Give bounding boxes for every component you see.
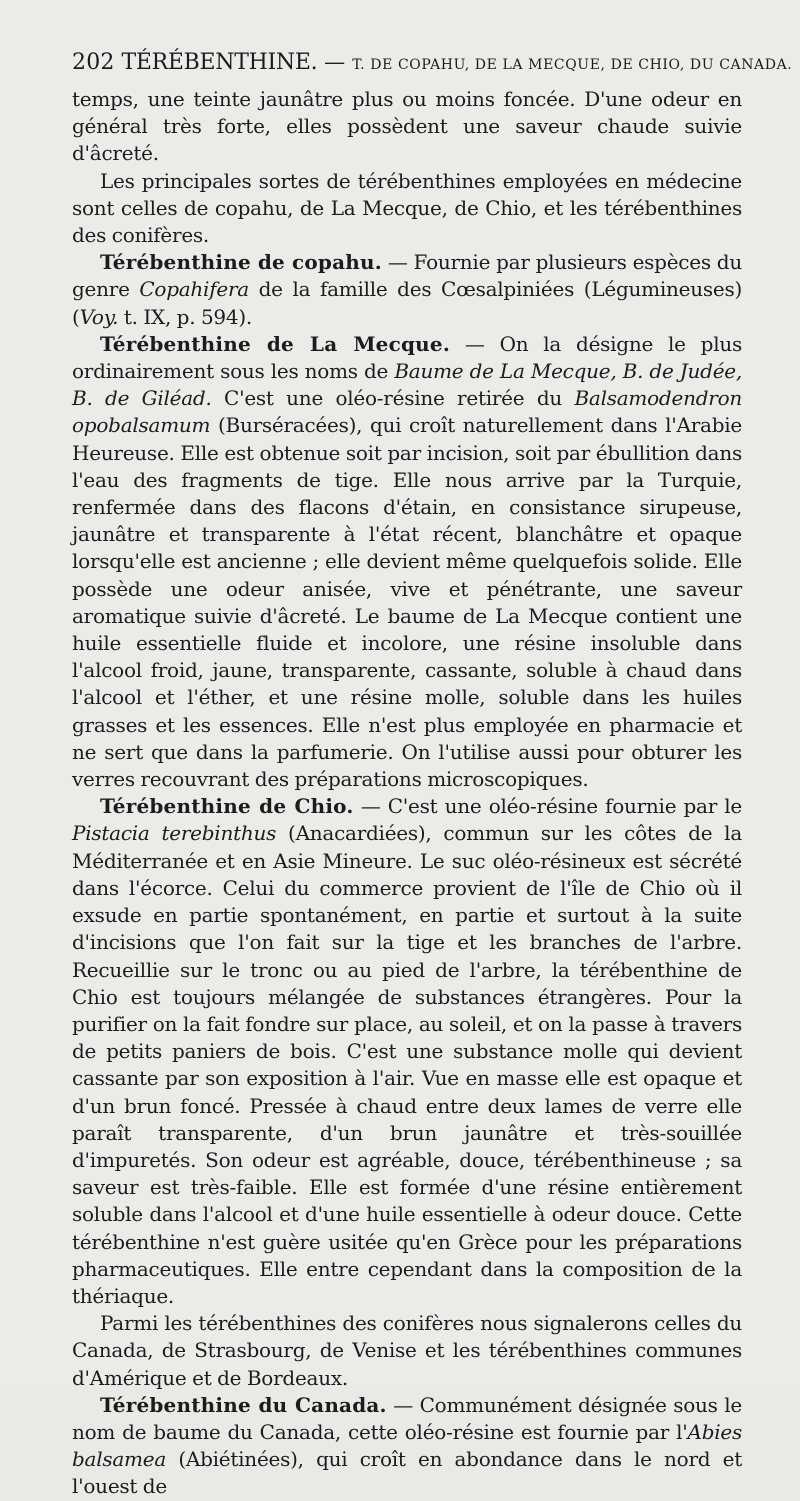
text-segment: (Burséracées), qui croît naturellement dans l'Arabie Heureuse. Elle est obtenue soit par incision, soit par ébullition dans l'eau des fragments de tige. Elle nous arrive par la Turquie, renfermée dans des flacons d'étain, en consistance sirupeuse, jaunâtre et transparente à l'état récent, blanchâtre et opaque lorsqu'elle est ancienne ; elle devient même quelquefois solide. Elle possède une odeur anisée, vive et pénétrante, une saveur aromatique suivie d'âcreté. Le baume de La Mecque contient une huile essentielle fluide et incolore, une résine insoluble dans l'alcool froid, jaune, transparente, cassante, soluble à chaud dans l'alcool et l'éther, et une résine molle, soluble dans les huiles grasses et les essences. Elle n'est plus employée en pharmacie et ne sert que dans la parfumerie. On l'utilise aussi pour obturer les verres recouvrant des préparations microscopiques. <box>72 413 742 792</box>
species-name: Balsamodendron opobalsamum <box>72 386 742 438</box>
paragraph-continuation: temps, une teinte jaunâtre plus ou moins foncée. D'une odeur en général très forte, elles possèdent une saveur chaude suivie d'âcreté. <box>72 87 742 166</box>
section-title-la-mecque: Térébenthine de La Mecque. <box>100 331 450 356</box>
running-header <box>72 50 793 75</box>
text-segment: — Fournie par plusieurs espèces du genre <box>72 250 742 302</box>
paragraph-chio <box>72 793 742 1310</box>
text-segment: — Communément désignée sous le nom de baume du Canada, cette oléo-résine est fournie par l' <box>72 1392 742 1444</box>
page-number: 202 <box>72 50 115 75</box>
paragraph-copahu <box>72 249 742 331</box>
header-dash: — <box>324 50 346 74</box>
text-segment: de la famille des Cœsalpiniées (Légumineuses) ( <box>72 277 743 329</box>
paragraph-principal-sorts: Les principales sortes de térébenthines employées en médecine sont celles de copahu, de La Mecque, de Chio, et les térébenthines des conifères. <box>72 168 742 248</box>
body-text <box>72 86 742 1501</box>
paragraph-canada <box>72 1392 742 1501</box>
text-segment: t. IX, p. 594). <box>118 304 253 329</box>
paragraph-coniferes: Parmi les térébenthines des conifères nous signalerons celles du Canada, de Strasbourg, de Venise et les térébenthines communes d'Amérique et de Bordeaux. <box>72 1311 742 1390</box>
text-segment: — On la désigne le plus ordinairement sous les noms de <box>72 331 742 384</box>
text-segment: C'est une oléo-résine retirée du <box>211 386 575 411</box>
cross-reference: Voy. <box>79 304 119 329</box>
species-name: Pistacia terebinthus <box>72 821 277 846</box>
text-segment: (Anacardiées), commun sur les côtes de la Méditerranée et en Asie Mineure. Le suc oléo-résineux est sécrété dans l'écorce. Celui du commerce provient de l'île de Chio où il exsude en partie spontanément, en partie et surtout à la suite d'incisions que l'on fait sur la tige et les branches de l'arbre. Recueillie sur le tronc ou au pied de l'arbre, la térébenthine de Chio est toujours mélangée de substances étrangères. Pour la purifier on la fait fondre sur place, au soleil, et on la passe à travers de petits paniers de bois. C'est une substance molle qui devient cassante par son exposition à l'air. Vue en masse elle est opaque et d'un brun foncé. Pressée à chaud entre deux lames de verre elle paraît transparente, d'un brun jaunâtre et très-souillée d'impuretés. Son odeur est agréable, douce, térébenthineuse ; sa saveur est très-faible. Elle est formée d'une résine entièrement soluble dans l'alcool et d'une huile essentielle à odeur douce. Cette térébenthine n'est guère usitée qu'en Grèce pour les préparations pharmaceutiques. Elle entre cependant dans la composition de la thériaque. <box>72 821 742 1308</box>
text-segment: (Abiétinées), qui croît en abondance dans le nord et l'ouest de <box>72 1447 742 1499</box>
section-title-canada: Térébenthine du Canada. <box>100 1392 387 1417</box>
species-name: Abies balsamea <box>72 1419 742 1472</box>
paragraph-la-mecque <box>72 331 742 793</box>
header-subtitle: T. DE COPAHU, DE LA MECQUE, DE CHIO, DU CANADA. <box>352 57 793 73</box>
header-title: TÉRÉBENTHINE. <box>121 50 318 75</box>
section-title-copahu: Térébenthine de copahu. <box>100 250 382 275</box>
synonym-names: Baume de La Mecque, B. de Judée, B. de Giléad. <box>72 359 742 411</box>
genus-name: Copahifera <box>139 277 249 302</box>
section-title-chio: Térébenthine de Chio. <box>100 794 354 819</box>
text-segment: — C'est une oléo-résine fournie par le <box>353 794 742 819</box>
